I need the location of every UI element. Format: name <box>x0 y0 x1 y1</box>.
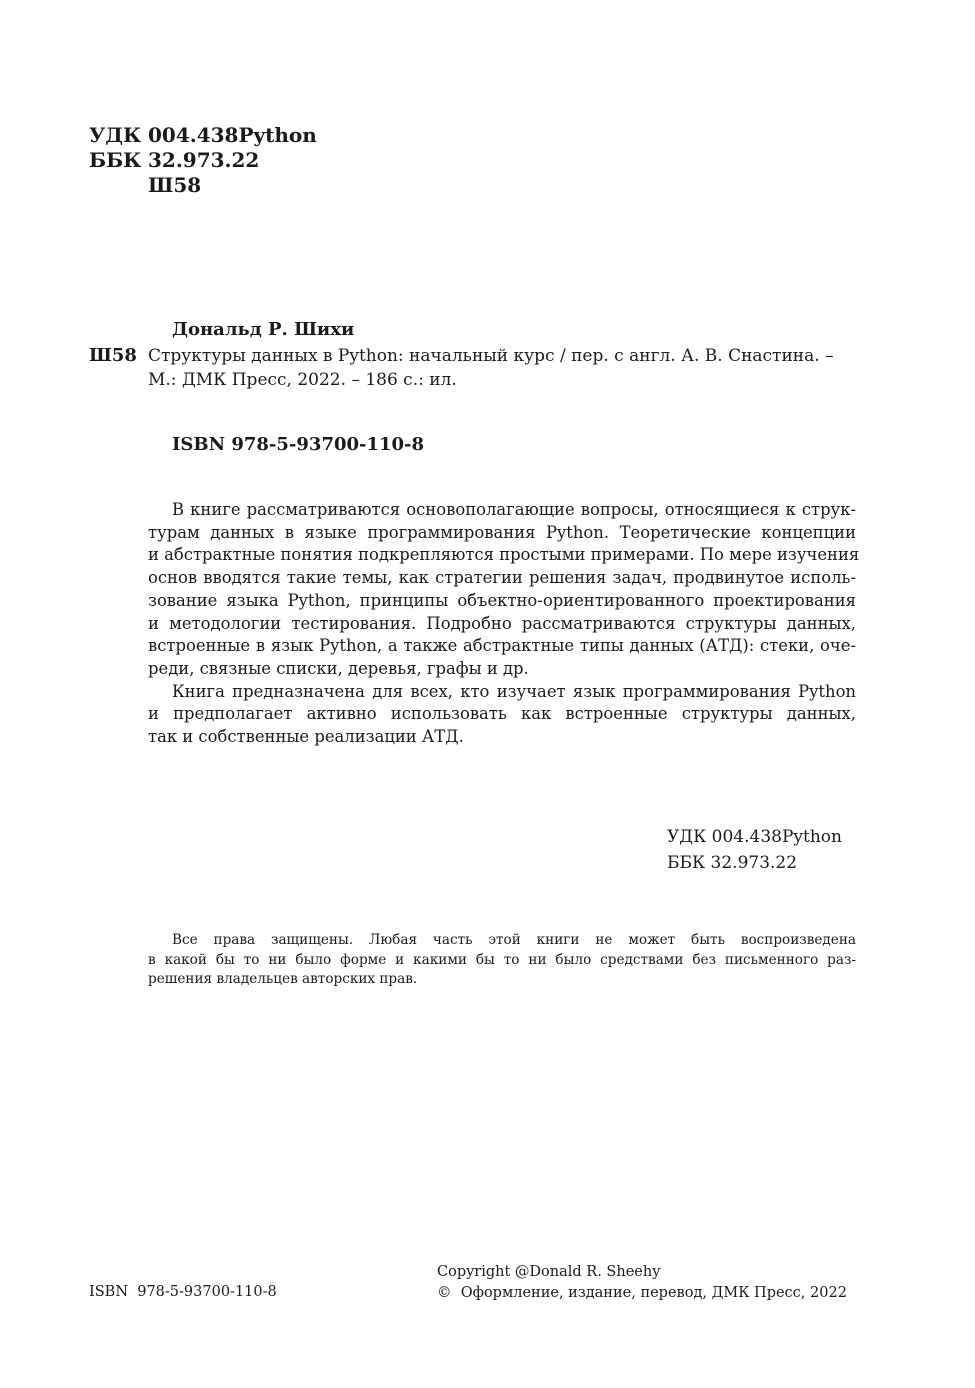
abstract-line: В книге рассматриваются основополагающие вопросы, относящиеся к струк- <box>172 500 856 519</box>
bottom-udc: УДК 004.438Python <box>667 827 842 847</box>
copyright-block <box>437 1262 847 1304</box>
udc-label: УДК <box>89 123 142 147</box>
bottom-classification <box>667 824 842 876</box>
citation <box>148 344 860 392</box>
rights-notice <box>148 931 856 990</box>
abstract-line: и предполагает активно использовать как встроенные структуры данных, <box>148 704 856 724</box>
author-mark: Ш58 <box>148 173 202 197</box>
author-code: Ш58 <box>89 345 137 366</box>
abstract-line: и методологии тестирования. Подробно рассматриваются структуры данных, <box>148 613 856 633</box>
abstract-line: основ вводятся такие темы, как стратегии решения задач, продвинутое исполь- <box>148 568 856 588</box>
abstract-line: реди, связные списки, деревья, графы и др. <box>148 658 529 678</box>
isbn-bold: ISBN 978-5-93700-110-8 <box>172 434 425 455</box>
copyright-line: Copyright @Donald R. Sheehy <box>437 1264 661 1280</box>
abstract-line: турам данных в языке программирования Python. Теоретические концепции <box>148 522 856 542</box>
footer-isbn: ISBN 978-5-93700-110-8 <box>89 1284 277 1300</box>
book-author: Дональд Р. Шихи <box>172 319 355 340</box>
bottom-bbk: ББК 32.973.22 <box>667 853 798 873</box>
abstract-line: зование языка Python, принципы объектно-ориентированного проектирования <box>148 590 856 610</box>
bbk-label: ББК <box>89 148 142 172</box>
abstract-line: так и собственные реализации АТД. <box>148 727 464 747</box>
abstract-line: Книга предназначена для всех, кто изучает язык программирования Python <box>172 681 856 701</box>
copyright-line: © Оформление, издание, перевод, ДМК Пресс, 2022 <box>437 1285 847 1301</box>
udc-value: 004.438Python <box>148 123 317 147</box>
citation-line: М.: ДМК Пресс, 2022. – 186 с.: ил. <box>148 370 457 390</box>
rights-line: Все права защищены. Любая часть этой книги не может быть воспроизведена <box>172 932 856 948</box>
rights-line: в какой бы то ни было форме и какими бы то ни было средствами без письменного раз- <box>148 951 856 968</box>
abstract <box>148 499 860 749</box>
rights-line: решения владельцев авторских прав. <box>148 971 418 987</box>
citation-line: Структуры данных в Python: начальный курс / пер. с англ. А. В. Снастина. – <box>148 346 834 366</box>
abstract-line: встроенные в язык Python, а также абстрактные типы данных (АТД): стеки, оче- <box>148 636 856 656</box>
bbk-value: 32.973.22 <box>148 148 260 172</box>
abstract-line: и абстрактные понятия подкрепляются простыми примерами. По мере изучения <box>148 545 860 565</box>
